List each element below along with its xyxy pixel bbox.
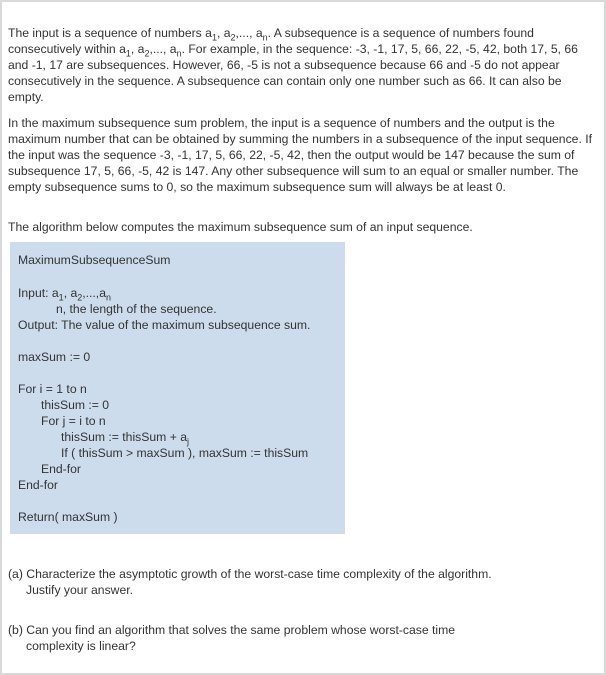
intro-paragraph-3: The algorithm below computes the maximum subsequence sum of an input sequence. bbox=[8, 220, 473, 234]
question-a-line2: Justify your answer. bbox=[26, 583, 134, 597]
algorithm-endfor-inner: End-for bbox=[41, 462, 81, 476]
algorithm-input-length: n, the length of the sequence. bbox=[56, 302, 217, 316]
algorithm-inner-loop: For j = i to n bbox=[41, 414, 106, 428]
algorithm-update: thisSum := thisSum + $a_j$ bbox=[61, 430, 189, 447]
algorithm-input-line: Input: $a_1$, $a_2,...,a_n$ bbox=[18, 286, 111, 303]
algorithm-if: If ( thisSum > maxSum ), maxSum := thisSum bbox=[61, 446, 309, 460]
intro-paragraph-2: In the maximum subsequence sum problem, the input is a sequence of numbers and the output is the maximum number that can be obtained by summing the numbers in a subsequence of the input sequence. If the input was the sequence -3, -1, 17, 5, 66, 22, -5, 42, then the output would be 147 because the sum of subsequence 17, 5, 66, -5, 42 is 147. Any other subsequence will sum to an equal or smaller number. The empty subsequence sums to 0, so the maximum subsequence sum will always be at least 0. bbox=[8, 116, 592, 194]
algorithm-thissum-init: thisSum := 0 bbox=[41, 398, 110, 412]
intro-paragraph-1: The input is a sequence of numbers $a_1$, $a_2$,..., $a_n$. A subsequence is a sequence of numbers found consecutively within $a_1$, $a_2$,..., $a_n$. For example, in the sequence: -3, -1, 17, 5, 66, 22, -5, 42, both 17, 5, 66 and -1, 17 are subsequences. However, 66, -5 is not a subsequence because 66 and -5 do not appear consecutively in the sequence. A subsequence can contain only one number such as 66. It can also be empty. bbox=[8, 26, 578, 104]
algorithm-endfor-outer: End-for bbox=[18, 478, 58, 492]
algorithm-init: maxSum := 0 bbox=[18, 350, 91, 364]
algorithm-output-line: Output: The value of the maximum subsequence sum. bbox=[18, 318, 311, 332]
question-b: (b) Can you find an algorithm that solves the same problem whose worst-case time complexity is linear? bbox=[8, 622, 592, 654]
algorithm-outer-loop: For i = 1 to n bbox=[18, 382, 87, 396]
question-a: (a) Characterize the asymptotic growth of the worst-case time complexity of the algorithm. Justify your answer. bbox=[8, 566, 592, 598]
algorithm-box bbox=[10, 242, 345, 534]
algorithm-return: Return( maxSum ) bbox=[18, 510, 118, 524]
algorithm-title: MaximumSubsequenceSum bbox=[18, 253, 171, 267]
question-b-line2: complexity is linear? bbox=[26, 639, 136, 653]
